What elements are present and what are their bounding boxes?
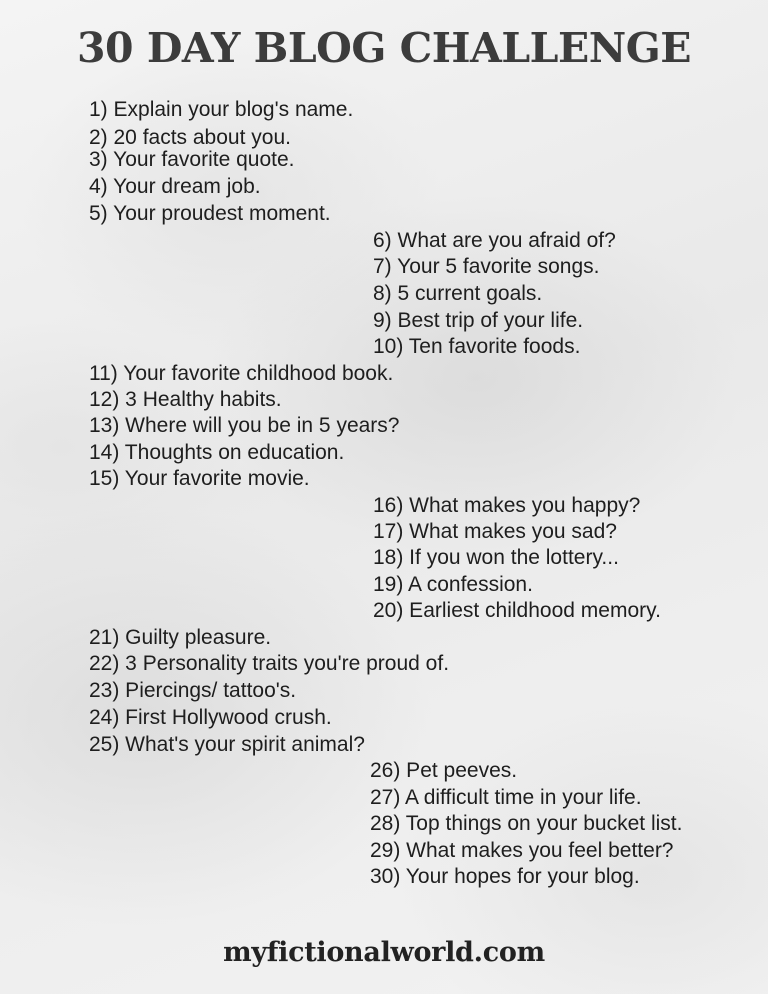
page-title: 30 DAY BLOG CHALLENGE [76, 24, 691, 72]
challenge-item-24: 24) First Hollywood crush. [89, 706, 332, 729]
challenge-item-27: 27) A difficult time in your life. [370, 786, 642, 809]
challenge-item-30: 30) Your hopes for your blog. [370, 865, 640, 888]
challenge-item-15: 15) Your favorite movie. [89, 467, 310, 490]
challenge-item-16: 16) What makes you happy? [373, 494, 641, 517]
challenge-item-9: 9) Best trip of your life. [373, 309, 584, 332]
challenge-item-20: 20) Earliest childhood memory. [373, 599, 661, 622]
challenge-item-28: 28) Top things on your bucket list. [370, 812, 683, 835]
challenge-item-6: 6) What are you afraid of? [373, 229, 616, 252]
challenge-item-18: 18) If you won the lottery... [373, 546, 619, 569]
challenge-item-19: 19) A confession. [373, 573, 533, 596]
challenge-item-21: 21) Guilty pleasure. [89, 626, 272, 649]
challenge-item-29: 29) What makes you feel better? [370, 839, 674, 862]
challenge-item-26: 26) Pet peeves. [370, 759, 518, 782]
challenge-item-13: 13) Where will you be in 5 years? [89, 414, 400, 437]
website-url: myfictionalworld.com [223, 937, 545, 968]
challenge-item-3: 3) Your favorite quote. [89, 148, 295, 171]
challenge-item-2: 2) 20 facts about you. [89, 126, 291, 149]
challenge-item-17: 17) What makes you sad? [373, 520, 617, 543]
challenge-item-7: 7) Your 5 favorite songs. [373, 255, 600, 278]
challenge-item-23: 23) Piercings/ tattoo's. [89, 679, 297, 702]
challenge-item-10: 10) Ten favorite foods. [373, 335, 581, 358]
challenge-item-8: 8) 5 current goals. [373, 282, 543, 305]
challenge-item-14: 14) Thoughts on education. [89, 441, 345, 464]
challenge-item-5: 5) Your proudest moment. [89, 202, 331, 225]
challenge-item-11: 11) Your favorite childhood book. [89, 362, 394, 385]
challenge-item-12: 12) 3 Healthy habits. [89, 388, 282, 411]
challenge-item-25: 25) What's your spirit animal? [89, 733, 365, 756]
challenge-item-22: 22) 3 Personality traits you're proud of. [89, 652, 450, 675]
challenge-item-4: 4) Your dream job. [89, 175, 261, 198]
challenge-item-1: 1) Explain your blog's name. [89, 98, 354, 121]
